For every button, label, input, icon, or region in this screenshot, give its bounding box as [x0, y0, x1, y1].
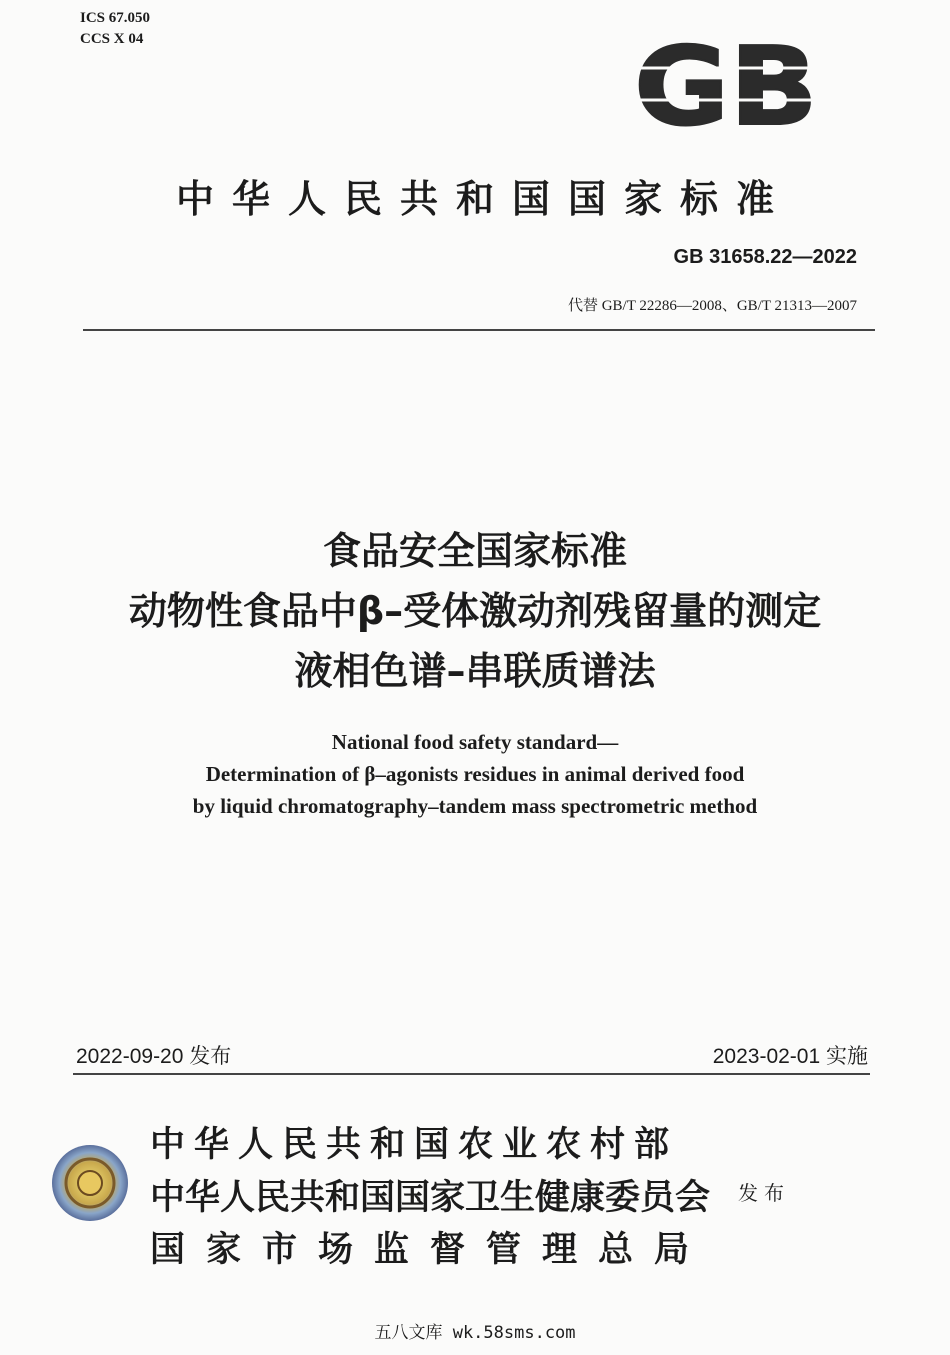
title-zh-line2: 动物性食品中β–受体激动剂残留量的测定 — [128, 589, 822, 633]
gb-logo — [630, 38, 822, 132]
ics-code: ICS 67.050 — [80, 10, 151, 26]
national-standard-heading: 中华人民共和国国家标准 — [175, 176, 792, 221]
national-emblem-icon — [50, 1143, 130, 1223]
title-en-line2: Determination of β–agonists residues in animal derived food — [205, 762, 745, 786]
issuer-line1: 中华人民共和国农业农村部 — [150, 1124, 679, 1165]
classification-codes — [80, 8, 150, 50]
title-en-line3: by liquid chromatography–tandem mass spectrometric method — [192, 794, 758, 818]
implementation-date: 2023-02-01 实施 — [712, 1045, 868, 1068]
issue-date: 2022-09-20 发布 — [76, 1045, 232, 1068]
bottom-divider — [73, 1073, 870, 1075]
top-divider — [83, 329, 875, 331]
gb-logo-text: GB — [634, 38, 818, 132]
replaces-standards: 代替 GB/T 22286—2008、GB/T 21313—2007 — [567, 298, 857, 314]
issuer-line2: 中华人民共和国国家卫生健康委员会 — [150, 1177, 711, 1218]
title-zh-line1: 食品安全国家标准 — [322, 529, 627, 573]
watermark-text: 五八文库 wk.58sms.com — [374, 1323, 576, 1343]
title-zh-line3: 液相色谱–串联质谱法 — [294, 649, 656, 693]
ccs-code: CCS X 04 — [80, 31, 144, 47]
title-en-line1: National food safety standard— — [331, 730, 619, 754]
publish-label: 发布 — [738, 1181, 790, 1205]
issuer-line3: 国家市场监督管理总局 — [150, 1229, 711, 1270]
standard-number: GB 31658.22—2022 — [673, 246, 857, 268]
